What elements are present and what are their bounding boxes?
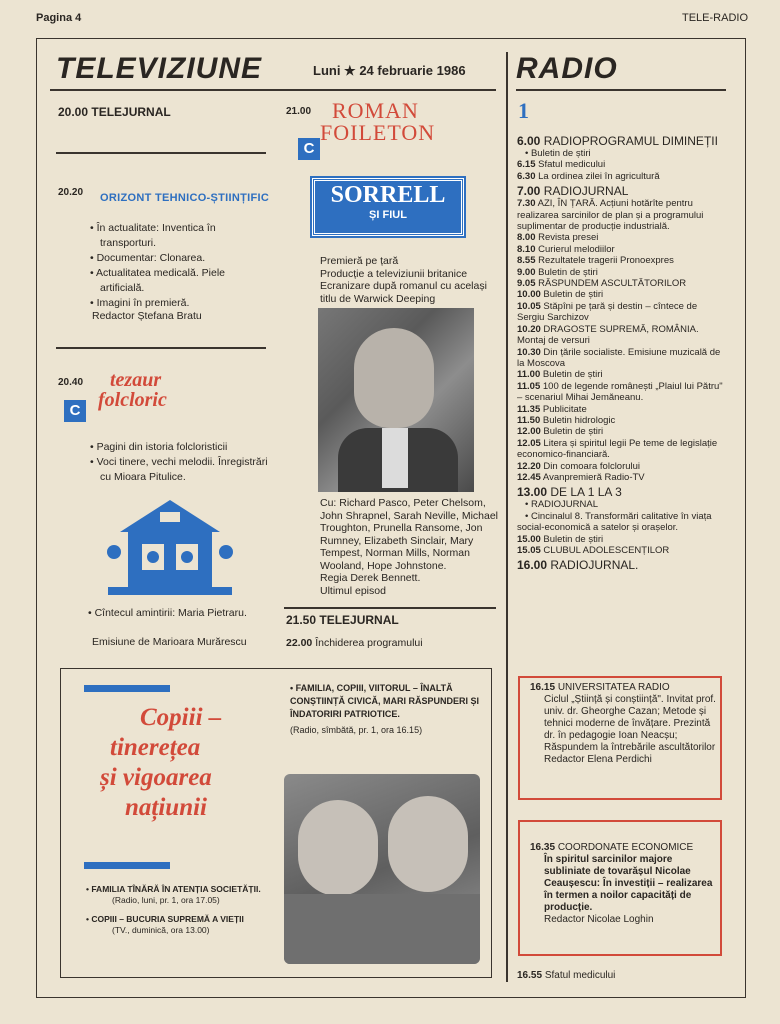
- cast-block: [320, 497, 498, 597]
- prog-time: 6.30: [517, 170, 536, 182]
- prog-time: 16.15: [530, 682, 556, 693]
- prog-title: • RADIOJURNAL: [525, 499, 599, 511]
- prog-title: CLUBUL ADOLESCENȚILOR: [543, 545, 670, 556]
- color-badge: C: [298, 138, 320, 160]
- tv-title: TELEVIZIUNE: [56, 52, 263, 85]
- radio-schedule-row: [517, 198, 725, 232]
- prog-time: 10.00: [517, 289, 541, 301]
- list-item: • În actualitate: Inventica în transporturi.: [90, 221, 268, 251]
- radio-schedule-row: [517, 184, 725, 198]
- prog-title: Sfatul medicului: [538, 159, 606, 171]
- prog-time: 10.05: [517, 300, 541, 312]
- radio-schedule-row: [517, 472, 725, 483]
- radio-schedule-row: [517, 324, 725, 347]
- promo-title: [100, 703, 280, 823]
- radio-schedule-row: [517, 267, 725, 278]
- radio-schedule-row: [517, 255, 725, 266]
- prog-time: 9.05: [517, 278, 536, 290]
- prog-title: Buletin de știri: [543, 533, 604, 545]
- prog-title: RADIOPROGRAMUL DIMINEȚII: [543, 134, 718, 148]
- logo-line: ȘI FIUL: [369, 209, 407, 221]
- director: Regia Derek Bennett.: [320, 572, 421, 584]
- prog-title: Publicitate: [542, 403, 587, 415]
- radio-last-item: [517, 970, 615, 983]
- editor: Redactor Ștefana Bratu: [92, 310, 202, 322]
- divider: [284, 607, 496, 609]
- prog-time: 8.00: [517, 232, 536, 244]
- divider: [56, 152, 266, 154]
- section-label: TELE-RADIO: [682, 12, 749, 24]
- prog-time: 10.30: [517, 346, 541, 358]
- radio-schedule-row: [517, 289, 725, 300]
- promo-note: (Radio, sîmbătă, pr. 1, ora 16.15): [290, 725, 423, 735]
- radio-schedule-row: [517, 511, 725, 534]
- tv-rule: [50, 89, 496, 91]
- prog-time: 20.20: [58, 187, 84, 198]
- orizont-title: ORIZONT TEHNICO-ȘTIINȚIFIC: [100, 192, 270, 204]
- promo-note: (TV., duminică, ora 13.00): [112, 925, 210, 935]
- radio-schedule-row: [517, 499, 725, 510]
- prog-title: • Buletin de știri: [525, 148, 591, 159]
- color-badge: C: [64, 400, 86, 422]
- promo-item: • FAMILIA TÎNĂRĂ ÎN ATENȚIA SOCIETĂȚII.: [86, 884, 261, 894]
- radio-schedule-row: [517, 347, 725, 370]
- prog-title: RADIOJURNAL.: [550, 558, 639, 573]
- prog-description: În spiritul sarcinilor majore subliniate de tovarășul Nicolae Ceaușescu: În investiții – realizarea în termen a noilor capacități de producție.: [544, 854, 713, 913]
- prog-title: RĂSPUNDEM ASCULTĂTORILOR: [538, 278, 687, 290]
- prog-title: AZI, ÎN ȚARĂ. Acțiuni hotărîte pentru realizarea sarcinilor de plan și a programului suplimentar de producție industrială.: [517, 198, 704, 233]
- list-item: • Pagini din istoria folcloristicii: [90, 440, 270, 455]
- list-item: • Documentar: Clonarea.: [90, 251, 268, 266]
- radio-schedule-row: [517, 369, 725, 380]
- list-item: • Imagini în premieră.: [90, 296, 268, 311]
- box1-content: [530, 682, 716, 766]
- title-line: Copiii –: [140, 704, 222, 731]
- prog-time: 6.15: [517, 159, 536, 171]
- title-line: ROMAN: [332, 98, 419, 123]
- radio-schedule-row: [517, 159, 725, 170]
- page-number: Pagina 4: [36, 12, 82, 24]
- prog-title: Buletin de știri: [543, 426, 604, 438]
- prog-title: Curierul melodiilor: [538, 243, 615, 255]
- prog-time: 12.20: [517, 460, 541, 472]
- prog-title: Din țările socialiste. Emisiune muzicală de la Moscova: [517, 346, 721, 369]
- radio-schedule-row: [517, 244, 725, 255]
- radio-schedule-row: [517, 426, 725, 437]
- prog-time: 12.05: [517, 437, 541, 449]
- column-divider: [506, 52, 508, 982]
- prog-time: 13.00: [517, 485, 548, 500]
- prog-description: Ciclul „Știință și conștiință". Invitat prof. univ. dr. Gheorghe Cazan; Metode și tehnici moderne de învățare. Prezintă dr. în pedagogie Ioan Neacșu; Răspundem la întrebările ascultătorilor: [544, 694, 716, 753]
- cast-list: Cu: Richard Pasco, Peter Chelsom, John Shrapnel, Sarah Neville, Michael Troughton, Prunella Ransome, Jon Rumney, Elizabeth Sinclair, Mary Tempest, Norman Mills, Norman Wooland, Hope Johnstone.: [320, 497, 499, 572]
- radio-schedule-row: [517, 534, 725, 545]
- tezaur-title: [98, 370, 167, 410]
- promo-left-text: [86, 884, 272, 936]
- radio-schedule-row: [517, 148, 725, 159]
- prog-time: 16.00: [517, 558, 548, 573]
- editor: Redactor Elena Perdichi: [544, 754, 652, 765]
- title-line: națiunii: [125, 794, 207, 821]
- title-line: tinerețea: [110, 734, 201, 761]
- prog-title: • Cincinalul 8. Transformări calitative în viața social-economică a satelor și orașelor.: [517, 510, 712, 534]
- radio-rule: [516, 89, 726, 91]
- tv-prog-1: [58, 106, 171, 119]
- radio-schedule-row: [517, 134, 725, 148]
- radio-schedule-row: [517, 404, 725, 415]
- prog-time: 21.50: [286, 613, 317, 627]
- prog-time: 11.05: [517, 380, 541, 392]
- prog-time: 11.50: [517, 414, 541, 426]
- promo-note: (Radio, luni, pr. 1, ora 17.05): [112, 895, 220, 905]
- list-item: • Actualitatea medicală. Piele artificială.: [90, 266, 268, 296]
- radio-title: RADIO: [516, 52, 618, 85]
- blue-bar: [84, 862, 170, 869]
- radio-schedule-row: [517, 171, 725, 182]
- prog-time: 11.35: [517, 403, 541, 415]
- prog-title: Rezultatele tragerii Pronoexpres: [538, 255, 674, 267]
- prog-title: Închiderea programului: [315, 637, 423, 649]
- title-line: tezaur: [110, 369, 162, 391]
- editor: Redactor Nicolae Loghin: [544, 914, 654, 925]
- tezaur-items: [90, 440, 270, 485]
- prog-title: Din comoara folclorului: [543, 460, 641, 472]
- prog-title: Buletin de știri: [543, 289, 604, 301]
- blue-bar: [84, 685, 170, 692]
- prog-time: 15.05: [517, 545, 541, 556]
- prog-time: 7.00: [517, 184, 541, 199]
- prog-time: 16.55: [517, 970, 543, 981]
- prog-time: 15.00: [517, 533, 541, 545]
- radio-schedule-row: [517, 545, 725, 556]
- prog-time: 6.00: [517, 134, 541, 148]
- prog-title: Stăpîni pe țară și destin – cîntece de Sergiu Sarchizov: [517, 300, 698, 324]
- radio-schedule-row: [517, 278, 725, 289]
- prog-title: Buletin de știri: [542, 369, 603, 381]
- sorrell-logo: [312, 178, 464, 236]
- prog-title: La ordinea zilei în agricultură: [538, 170, 660, 182]
- promo-right-text: [290, 682, 480, 737]
- radio-schedule-row: [517, 301, 725, 324]
- folk-house-illustration: [100, 492, 240, 602]
- list-item: • Voci tinere, vechi melodii. Înregistrări cu Mioara Pitulice.: [90, 455, 270, 485]
- prog-title: RADIOJURNAL: [543, 184, 629, 199]
- prog-title: Avanpremieră Radio-TV: [542, 471, 645, 483]
- orizont-items: [90, 221, 268, 311]
- radio-schedule-row: [517, 381, 725, 404]
- tezaur-item3: • Cîntecul amintirii: Maria Pietraru.: [88, 607, 247, 619]
- prog-time: 11.00: [517, 369, 541, 381]
- radio-schedule-row: [517, 485, 725, 499]
- prog-title: COORDONATE ECONOMICE: [557, 842, 694, 853]
- episode: Ultimul episod: [320, 584, 386, 597]
- title-line: FOILETON: [320, 120, 436, 145]
- prog-time: 7.30: [517, 198, 536, 210]
- list-item: Cîntecul amintirii: Maria Pietraru.: [94, 607, 247, 619]
- prog-title: Buletin hidrologic: [542, 414, 616, 426]
- divider: [56, 347, 266, 349]
- editor: Emisiune de Marioara Murărescu: [92, 636, 247, 648]
- prog-time: 12.45: [517, 471, 541, 483]
- babies-photo: [284, 774, 480, 964]
- title-line: și vigoarea: [100, 764, 212, 791]
- prog-title: Buletin de știri: [538, 266, 598, 278]
- prog-description: Premieră pe țară Producție a televiziunii britanice Ecranizare după romanul cu același titlu de Warwick Deeping: [320, 255, 487, 305]
- prog-time: 21.00: [286, 106, 312, 117]
- radio-schedule-row: [517, 461, 725, 472]
- roman-foileton-title: [320, 100, 435, 144]
- prog-time: 9.00: [517, 266, 536, 278]
- prog-title: DE LA 1 LA 3: [550, 485, 622, 500]
- radio-schedule: [517, 132, 725, 572]
- title-line: folcloric: [98, 389, 167, 411]
- radio-schedule-row: [517, 558, 725, 572]
- prog-title: Sfatul medicului: [544, 970, 616, 981]
- tv-prog-5: [286, 614, 399, 627]
- box2-content: [530, 842, 716, 926]
- prog-title: DRAGOSTE SUPREMĂ, ROMÂNIA. Montaj de versuri: [517, 323, 699, 347]
- promo-item: • COPIII – BUCURIA SUPREMĂ A VIEȚII: [86, 914, 244, 924]
- prog-title: 100 de legende românești „Plaiul lui Pătru" – scenariul Mihai Jemăneanu.: [517, 380, 723, 404]
- radio-channel-number: 1: [518, 98, 529, 123]
- prog-time: 20.40: [58, 377, 84, 388]
- logo-line: SORRELL: [330, 182, 446, 208]
- prog-time: 12.00: [517, 426, 541, 438]
- prog-title: UNIVERSITATEA RADIO: [557, 682, 670, 693]
- radio-schedule-row: [517, 415, 725, 426]
- radio-schedule-row: [517, 438, 725, 461]
- radio-schedule-row: [517, 232, 725, 243]
- actor-photo: [318, 308, 474, 492]
- promo-item: • FAMILIA, COPIII, VIITORUL – ÎNALTĂ CONȘTIINȚĂ CIVICĂ, MARI RĂSPUNDERI ȘI ÎNDATORIRI PATRIOTICE.: [290, 683, 480, 719]
- tv-date: Luni ★ 24 februarie 1986: [313, 63, 466, 78]
- prog-time: 8.55: [517, 255, 536, 267]
- prog-time: 20.00: [58, 105, 89, 119]
- prog-title: Litera și spiritul legii Pe teme de legislație economico-financiară.: [517, 437, 718, 461]
- prog-time: 22.00: [286, 637, 313, 649]
- tv-prog-6: [286, 637, 423, 650]
- prog-title: TELEJURNAL: [319, 613, 399, 627]
- prog-time: 16.35: [530, 842, 556, 853]
- prog-title: Revista presei: [538, 232, 599, 244]
- prog-title: TELEJURNAL: [91, 105, 171, 119]
- prog-time: 8.10: [517, 243, 536, 255]
- prog-time: 10.20: [517, 323, 541, 335]
